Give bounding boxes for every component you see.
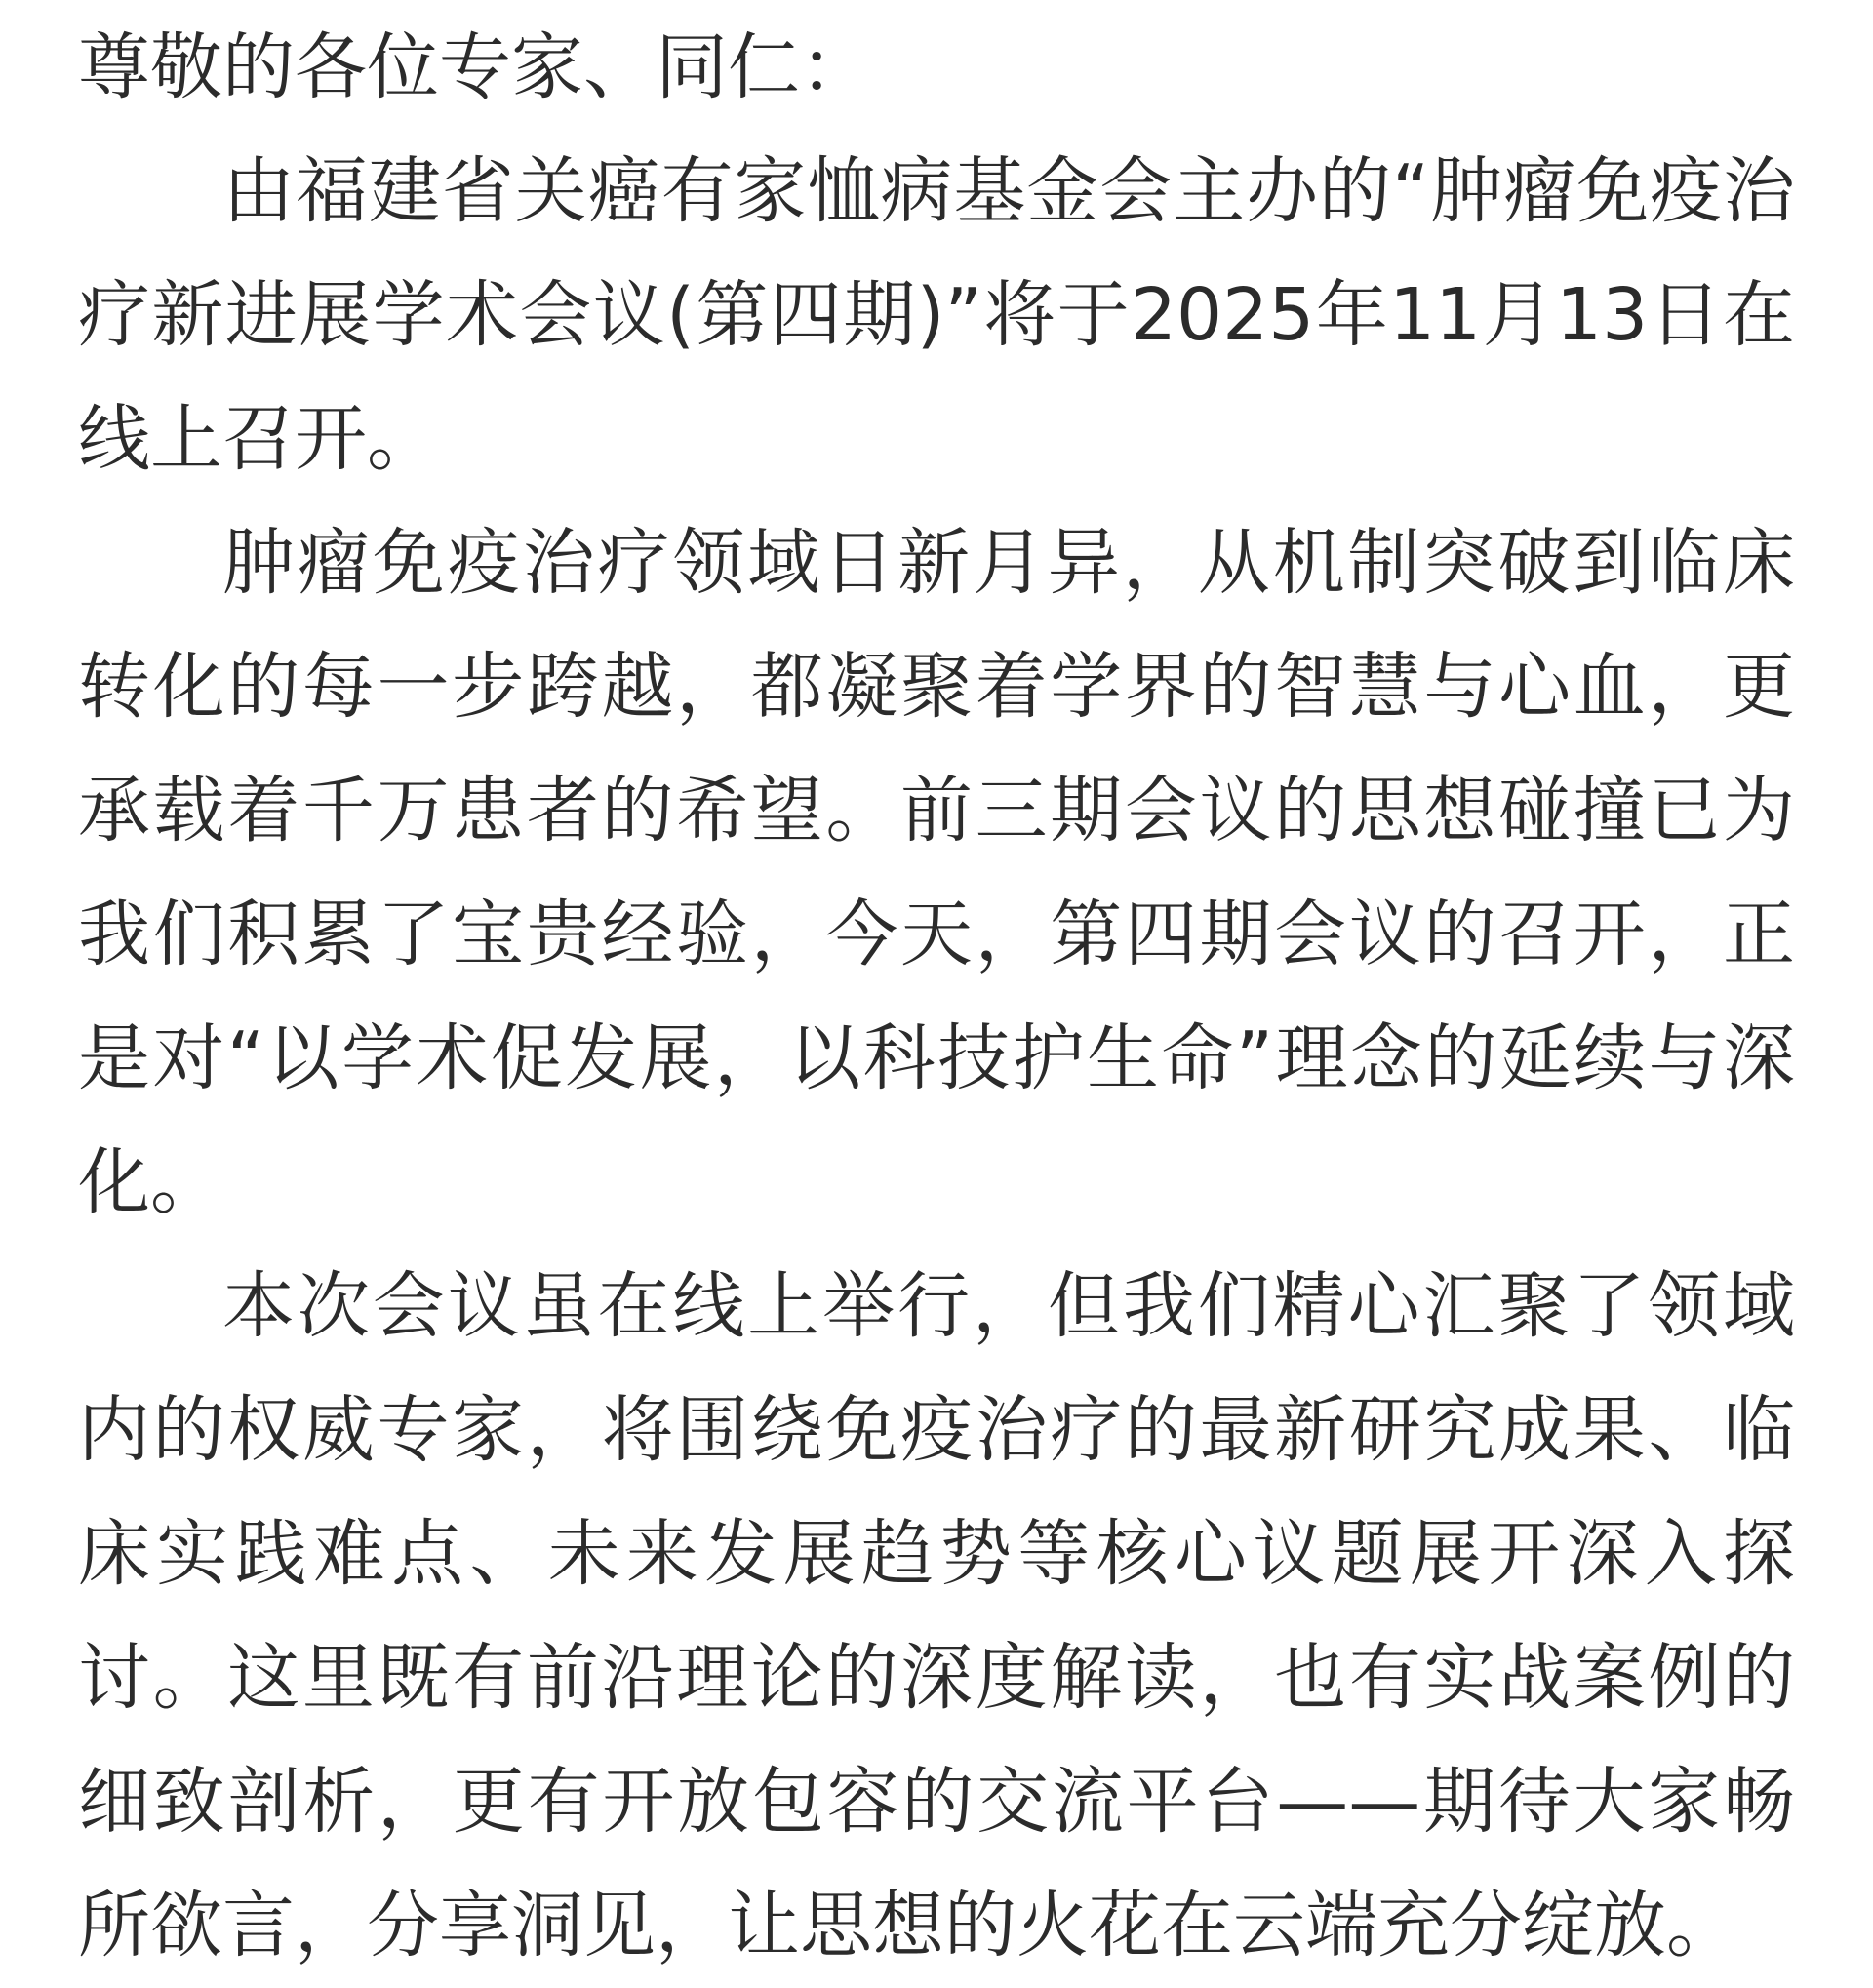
paragraph-background: 肿瘤免疫治疗领域日新月异，从机制突破到临床转化的每一步跨越，都凝聚着学界的智慧与心血，更承载着千万患者的希望。前三期会议的思想碰撞已为我们积累了宝贵经验，今天，第四期会议的召开，正是对“以学术促发展，以科技护生命”理念的延续与深化。 bbox=[78, 521, 1795, 1224]
letter-body bbox=[78, 6, 1795, 1988]
greeting: 尊敬的各位专家、同仁： bbox=[78, 25, 872, 109]
paragraph-announcement: 由福建省关癌有家恤病基金会主办的“肿瘤免疫治疗新进展学术会议(第四期)”将于2025年11月13日在线上召开。 bbox=[78, 149, 1795, 481]
paragraph-agenda: 本次会议虽在线上举行，但我们精心汇聚了领域内的权威专家，将围绕免疫治疗的最新研究成果、临床实践难点、未来发展趋势等核心议题展开深入探讨。这里既有前沿理论的深度解读，也有实战案例的细致剖析，更有开放包容的交流平台——期待大家畅所欲言，分享洞见，让思想的火花在云端充分绽放。 bbox=[78, 1264, 1795, 1968]
